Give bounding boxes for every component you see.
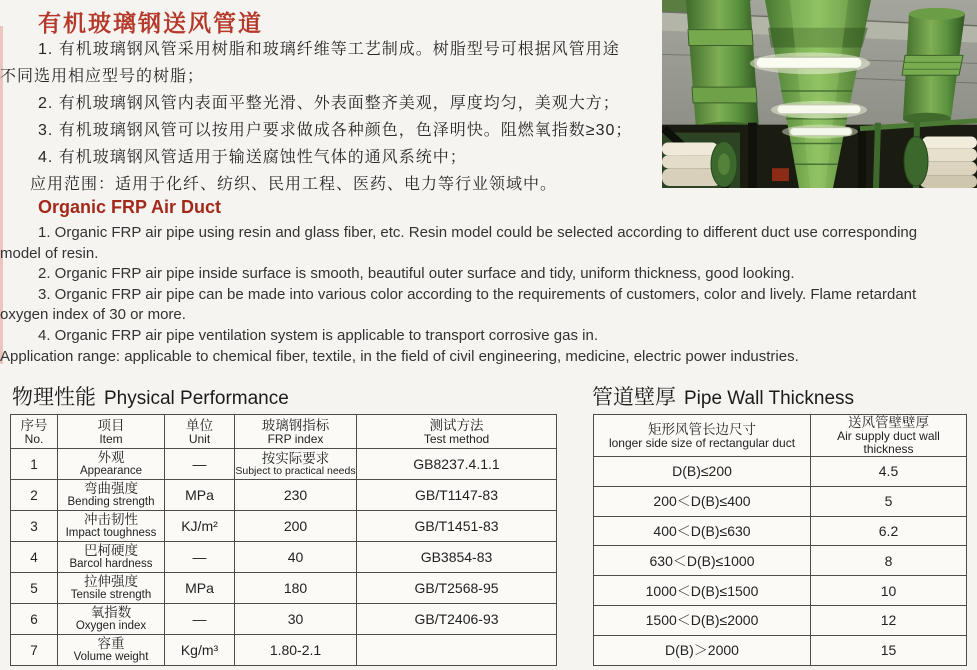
header-no-en: No. bbox=[24, 431, 44, 446]
header-no-zh: 序号 bbox=[20, 417, 48, 433]
table-row bbox=[594, 486, 967, 516]
size-value: 1000＜D(B)≤1500 bbox=[645, 582, 759, 599]
cell-frp-index bbox=[235, 573, 357, 604]
thickness-value: 5 bbox=[884, 493, 893, 510]
cell-unit bbox=[165, 449, 235, 480]
header-cell-duct-size bbox=[594, 415, 811, 457]
cell-wall-thickness bbox=[811, 457, 967, 487]
size-value: 200＜D(B)≤400 bbox=[653, 493, 751, 510]
cell-item bbox=[58, 635, 165, 666]
unit-value: — bbox=[192, 456, 207, 472]
item-en: Oxygen index bbox=[75, 620, 147, 633]
zh-line: 不同选用相应型号的树脂； bbox=[0, 68, 205, 85]
header-cell-no bbox=[11, 415, 58, 449]
header-item-zh: 项目 bbox=[97, 417, 125, 433]
cell-test-method bbox=[357, 635, 557, 666]
page-title-en: Organic FRP Air Duct bbox=[38, 197, 222, 217]
cell-item bbox=[58, 480, 165, 511]
item-zh: 冲击韧性 bbox=[84, 512, 138, 528]
cell-unit bbox=[165, 480, 235, 511]
size-value: D(B)＞2000 bbox=[665, 642, 739, 659]
index-value: 180 bbox=[283, 580, 308, 596]
header-cell-test-method bbox=[357, 415, 557, 449]
en-line: 1. Organic FRP air pipe using resin and glass fiber, etc. Resin model could be selected according to different duct use corresponding bbox=[38, 224, 918, 241]
row-no: 4 bbox=[30, 549, 38, 565]
cell-frp-index bbox=[235, 480, 357, 511]
cell-no bbox=[11, 635, 58, 666]
row-no: 2 bbox=[30, 487, 38, 503]
header-method-en: Test method bbox=[423, 431, 490, 446]
en-line: model of resin. bbox=[0, 244, 99, 262]
cell-item bbox=[58, 542, 165, 573]
cell-test-method bbox=[357, 511, 557, 542]
thickness-value: 12 bbox=[880, 612, 897, 629]
cell-unit bbox=[165, 635, 235, 666]
cell-frp-index bbox=[235, 449, 357, 480]
header-cell-unit bbox=[165, 415, 235, 449]
cell-unit bbox=[165, 511, 235, 542]
zh-line: 3. 有机玻璃钢风管可以按用户要求做成各种颜色，色泽明快。阻燃氧指数≥30； bbox=[38, 122, 633, 139]
table-row bbox=[594, 457, 967, 487]
page-title-zh: 有机玻璃钢送风管道 bbox=[38, 10, 263, 36]
header-thick-zh: 送风管壁壁厚 bbox=[848, 415, 929, 430]
header-thick-en: Air supply duct wall thickness bbox=[837, 429, 940, 456]
header-index-zh: 玻璃钢指标 bbox=[261, 417, 330, 433]
unit-value: MPa bbox=[185, 487, 214, 503]
frp-duct-photo-art bbox=[662, 0, 977, 188]
cell-wall-thickness bbox=[811, 576, 967, 606]
row-no: 5 bbox=[30, 580, 38, 596]
cell-frp-index bbox=[235, 542, 357, 573]
en-line: 4. Organic FRP air pipe ventilation system is applicable to transport corrosive gas in. bbox=[38, 326, 598, 344]
size-value: 1500＜D(B)≤2000 bbox=[645, 612, 759, 629]
header-unit-zh: 单位 bbox=[186, 417, 213, 433]
unit-value: — bbox=[192, 549, 207, 565]
cell-wall-thickness bbox=[811, 635, 967, 665]
cell-test-method bbox=[357, 542, 557, 573]
table-row bbox=[594, 576, 967, 606]
index-value: 40 bbox=[287, 549, 304, 565]
cell-test-method bbox=[357, 604, 557, 635]
cell-no bbox=[11, 542, 58, 573]
unit-value: KJ/m² bbox=[181, 518, 218, 534]
item-en: Tensile strength bbox=[70, 589, 152, 602]
cell-duct-size bbox=[594, 635, 811, 665]
en-line: 3. Organic FRP air pipe can be made into various color according to the requirements of customers, color and lively. Flame retardant bbox=[38, 285, 917, 303]
row-no: 1 bbox=[30, 456, 38, 472]
cell-duct-size bbox=[594, 457, 811, 487]
size-value: D(B)≤200 bbox=[672, 463, 732, 480]
header-cell-item bbox=[58, 415, 165, 449]
method-value: GB/T1147-83 bbox=[414, 487, 498, 503]
table-row bbox=[11, 604, 557, 635]
section-title-en: Pipe Wall Thickness bbox=[684, 388, 855, 409]
cell-frp-index bbox=[235, 604, 357, 635]
header-cell-frp-index bbox=[235, 415, 357, 449]
thickness-value: 10 bbox=[880, 582, 897, 599]
cell-item bbox=[58, 604, 165, 635]
index-value: 30 bbox=[287, 611, 304, 627]
method-value: GB/T1451-83 bbox=[414, 518, 499, 534]
item-en: Barcol hardness bbox=[69, 558, 153, 571]
table-row bbox=[11, 573, 557, 604]
table-header-row bbox=[11, 415, 557, 449]
index-subtext: Subject to practical needs bbox=[235, 464, 356, 477]
index-value: 200 bbox=[283, 518, 308, 534]
table-row bbox=[594, 516, 967, 546]
index-value: 按实际要求 bbox=[261, 450, 330, 466]
cell-test-method bbox=[357, 449, 557, 480]
item-zh: 拉伸强度 bbox=[84, 574, 138, 590]
physical-performance-table bbox=[10, 414, 557, 666]
cell-wall-thickness bbox=[811, 546, 967, 576]
en-line: 2. Organic FRP air pipe inside surface is smooth, beautiful outer surface and tidy, uniform thickness, good looking. bbox=[38, 265, 795, 283]
size-value: 630＜D(B)≤1000 bbox=[649, 552, 755, 569]
table-row bbox=[594, 635, 967, 665]
cell-item bbox=[58, 573, 165, 604]
frp-duct-photo bbox=[662, 0, 977, 188]
method-value: GB/T2568-95 bbox=[414, 580, 499, 596]
method-value: GB/T2406-93 bbox=[414, 611, 499, 627]
cell-test-method bbox=[357, 480, 557, 511]
item-zh: 弯曲强度 bbox=[84, 481, 138, 497]
header-index-en: FRP index bbox=[267, 431, 324, 446]
thickness-value: 6.2 bbox=[878, 522, 899, 539]
thickness-value: 4.5 bbox=[878, 463, 899, 480]
cell-no bbox=[11, 573, 58, 604]
cell-wall-thickness bbox=[811, 486, 967, 516]
table-row bbox=[11, 511, 557, 542]
cell-unit bbox=[165, 542, 235, 573]
cell-no bbox=[11, 511, 58, 542]
cell-test-method bbox=[357, 573, 557, 604]
cell-wall-thickness bbox=[811, 516, 967, 546]
row-no: 7 bbox=[30, 642, 38, 658]
cell-item bbox=[58, 449, 165, 480]
section-header-pipe-wall-thickness bbox=[592, 381, 854, 411]
table-row bbox=[11, 449, 557, 480]
item-zh: 氧指数 bbox=[90, 605, 132, 621]
method-value: GB3854-83 bbox=[420, 549, 493, 565]
section-title-zh: 物理性能 bbox=[12, 386, 96, 409]
cell-duct-size bbox=[594, 546, 811, 576]
row-no: 6 bbox=[30, 611, 38, 627]
cell-no bbox=[11, 449, 58, 480]
zh-line: 1. 有机玻璃钢风管采用树脂和玻璃纤维等工艺制成。树脂型号可根据风管用途 bbox=[38, 41, 620, 58]
table-header-row bbox=[594, 415, 967, 457]
table-row bbox=[594, 546, 967, 576]
item-en: Bending strength bbox=[67, 496, 155, 509]
item-zh: 巴柯硬度 bbox=[84, 543, 138, 559]
table-row bbox=[11, 635, 557, 666]
unit-value: — bbox=[192, 611, 207, 627]
cell-item bbox=[58, 511, 165, 542]
header-unit-en: Unit bbox=[188, 431, 211, 446]
item-en: Volume weight bbox=[73, 651, 149, 664]
cell-no bbox=[11, 480, 58, 511]
unit-value: MPa bbox=[185, 580, 214, 596]
header-item-en: Item bbox=[99, 431, 123, 446]
method-value: GB8237.4.1.1 bbox=[413, 456, 500, 472]
cell-duct-size bbox=[594, 486, 811, 516]
en-paragraphs bbox=[0, 223, 977, 367]
cell-wall-thickness bbox=[811, 605, 967, 635]
zh-line: 4. 有机玻璃钢风管适用于输送腐蚀性气体的通风系统中； bbox=[38, 149, 467, 166]
en-line: Application range: applicable to chemical fiber, textile, in the field of civil engineering, medicine, electric power industries. bbox=[0, 347, 799, 365]
table-row bbox=[11, 542, 557, 573]
section-title-zh: 管道壁厚 bbox=[592, 386, 676, 409]
item-en: Impact toughness bbox=[65, 527, 157, 540]
index-value: 230 bbox=[283, 487, 308, 503]
zh-line: 2. 有机玻璃钢风管内表面平整光滑、外表面整齐美观，厚度均匀，美观大方； bbox=[38, 95, 620, 112]
table-row bbox=[11, 480, 557, 511]
zh-paragraphs bbox=[0, 36, 660, 198]
index-value: 1.80-2.1 bbox=[269, 642, 322, 658]
row-no: 3 bbox=[30, 518, 38, 534]
section-title-en: Physical Performance bbox=[104, 388, 289, 409]
cell-duct-size bbox=[594, 605, 811, 635]
section-header-physical-performance bbox=[12, 381, 289, 411]
cell-frp-index bbox=[235, 511, 357, 542]
en-line: oxygen index of 30 or more. bbox=[0, 306, 186, 324]
pipe-wall-thickness-table bbox=[593, 414, 967, 666]
header-size-en: longer side size of rectangular duct bbox=[608, 435, 796, 450]
cell-unit bbox=[165, 573, 235, 604]
thickness-value: 8 bbox=[884, 552, 893, 569]
table-row bbox=[594, 605, 967, 635]
cell-duct-size bbox=[594, 516, 811, 546]
header-cell-wall-thickness bbox=[811, 415, 967, 457]
unit-value: Kg/m³ bbox=[180, 642, 219, 658]
header-method-zh: 测试方法 bbox=[429, 417, 484, 433]
zh-line: 应用范围：适用于化纤、纺织、民用工程、医药、电力等行业领域中。 bbox=[30, 176, 558, 193]
thickness-value: 15 bbox=[880, 642, 897, 659]
cell-frp-index bbox=[235, 635, 357, 666]
item-en: Appearance bbox=[79, 465, 143, 478]
cell-duct-size bbox=[594, 576, 811, 606]
item-zh: 外观 bbox=[97, 450, 125, 466]
cell-no bbox=[11, 604, 58, 635]
item-zh: 容重 bbox=[97, 636, 125, 652]
cell-unit bbox=[165, 604, 235, 635]
size-value: 400＜D(B)≤630 bbox=[653, 522, 751, 539]
header-size-zh: 矩形风管长边尺寸 bbox=[648, 421, 756, 437]
